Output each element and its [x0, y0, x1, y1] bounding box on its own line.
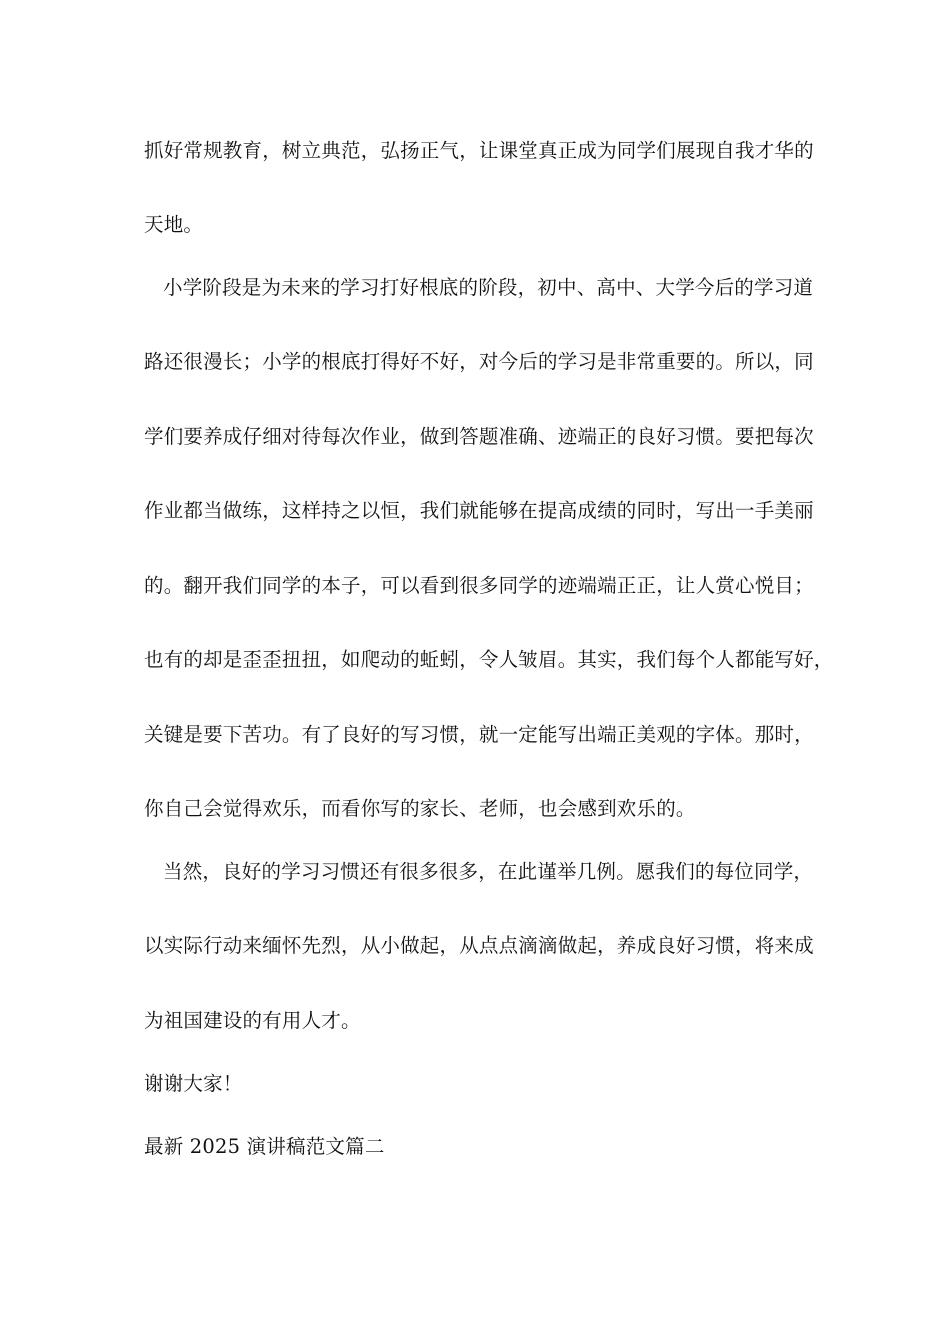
next-section-heading: 最新 2025 演讲稿范文篇二 [144, 1135, 385, 1158]
closing-text: 谢谢大家！ [144, 1072, 243, 1095]
paragraph-2-line-7: 关键是要下苦功。有了良好的写习惯，就一定能写出端正美观的字体。那时， [144, 723, 814, 746]
paragraph-1-line-1: 抓好常规教育，树立典范，弘扬正气，让课堂真正成为同学们展现自我才华的 [144, 139, 814, 162]
paragraph-2-line-1: 小学阶段是为未来的学习打好根底的阶段，初中、高中、大学今后的学习道 [163, 276, 814, 299]
paragraph-2-line-5: 的。翻开我们同学的本子，可以看到很多同学的迹端端正正，让人赏心悦目； [144, 574, 814, 597]
paragraph-1-line-2: 天地。 [144, 213, 204, 236]
paragraph-2-line-2: 路还很漫长；小学的根底打得好不好，对今后的学习是非常重要的。所以，同 [144, 350, 814, 373]
paragraph-2-line-6: 也有的却是歪歪扭扭，如爬动的蚯蚓，令人皱眉。其实，我们每个人都能写好， [144, 648, 834, 671]
paragraph-2-line-4: 作业都当做练，这样持之以恒，我们就能够在提高成绩的同时，写出一手美丽 [144, 499, 814, 522]
paragraph-3-line-3: 为祖国建设的有用人才。 [144, 1009, 361, 1032]
paragraph-3-line-1: 当然，良好的学习习惯还有很多很多，在此谨举几例。愿我们的每位同学， [163, 860, 814, 883]
paragraph-2-line-8: 你自己会觉得欢乐，而看你写的家长、老师，也会感到欢乐的。 [144, 797, 696, 820]
paragraph-3-line-2: 以实际行动来缅怀先烈，从小做起，从点点滴滴做起，养成良好习惯，将来成 [144, 934, 814, 957]
paragraph-2-line-3: 学们要养成仔细对待每次作业，做到答题准确、迹端正的良好习惯。要把每次 [144, 425, 814, 448]
